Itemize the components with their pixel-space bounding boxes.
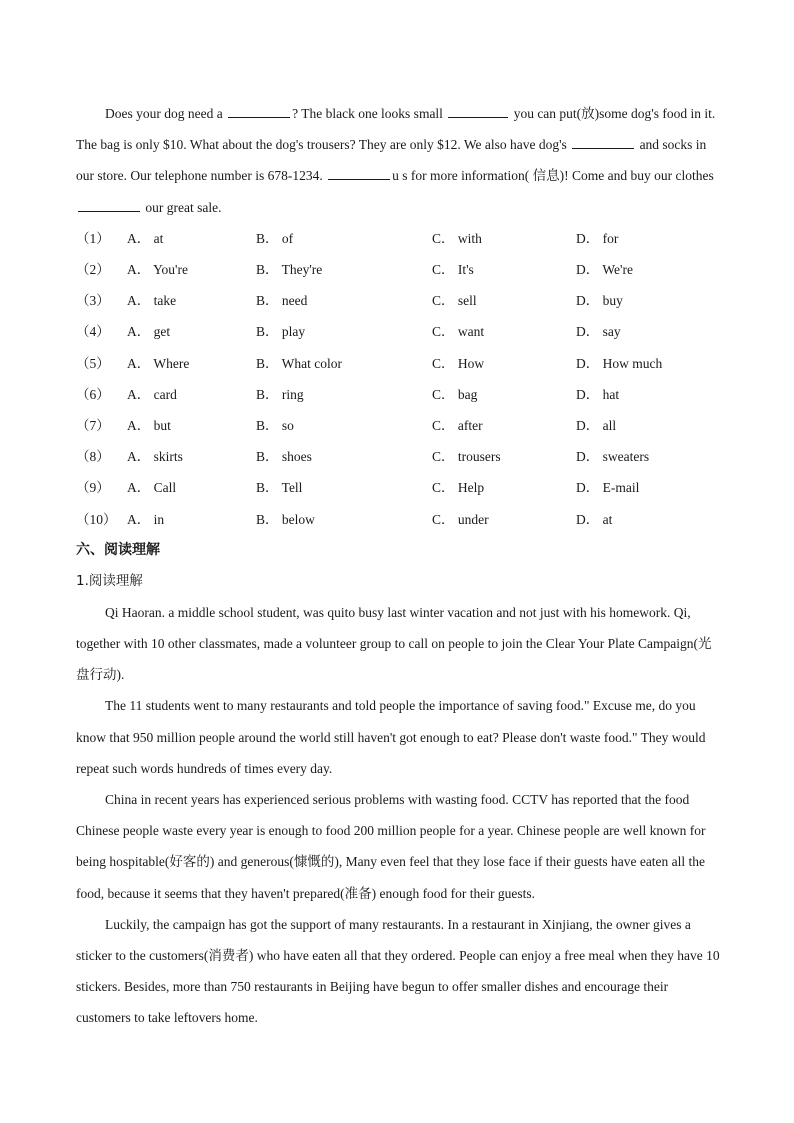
reading-paragraph-1: Qi Haoran. a middle school student, was quito busy last winter vacation and not just with his homework. Qi, together with 10 other classmates, made a volunteer group to call on people to join the Clear Your Plate Campaign(光盘行动). <box>76 604 712 683</box>
option-b[interactable]: B． play <box>256 324 306 340</box>
option-d[interactable]: D． at <box>576 511 613 527</box>
option-c[interactable]: C． after <box>432 417 483 433</box>
cloze-text: food in it. The bag is only $10. What about the dog's trousers? They are only $12. We also have <box>76 106 716 153</box>
question-number: （5） <box>76 355 110 371</box>
cloze-text: u s for more <box>392 168 458 184</box>
option-d[interactable]: D． How much <box>576 355 663 371</box>
option-a[interactable]: A． at <box>127 230 164 246</box>
option-a[interactable]: A． get <box>127 324 171 340</box>
option-row <box>76 223 720 254</box>
option-d[interactable]: D． buy <box>576 293 623 309</box>
cloze-text: information( 信息)! Come and buy our clothes <box>461 168 714 184</box>
cloze-text: our great sale. <box>145 199 222 215</box>
blank-1[interactable] <box>228 105 290 118</box>
question-number: （6） <box>76 386 110 402</box>
option-c[interactable]: C． with <box>432 230 482 246</box>
option-row <box>76 504 720 535</box>
cloze-text: you can put(放)some dog's <box>513 106 659 121</box>
option-c[interactable]: C． want <box>432 324 485 340</box>
option-d[interactable]: D． for <box>576 230 619 246</box>
option-c[interactable]: C． trousers <box>432 449 501 465</box>
option-c[interactable]: C． How <box>432 355 485 371</box>
blank-2[interactable] <box>448 105 508 118</box>
cloze-text: dog's <box>538 137 567 153</box>
reading-paragraph-2: The 11 students went to many restaurants and told people the importance of saving food." Excuse me, do you know that 950 million people around the world still haven't got enough to eat? Please don't waste food." They would repeat such words hundreds of times every day. <box>76 698 706 776</box>
blank-5[interactable] <box>78 199 140 212</box>
option-d[interactable]: D． say <box>576 324 621 340</box>
option-a[interactable]: A． take <box>127 293 177 309</box>
question-number: （2） <box>76 262 110 277</box>
option-a[interactable]: A． skirts <box>127 449 183 465</box>
option-b[interactable]: B． of <box>256 230 294 246</box>
document-page <box>76 98 720 1034</box>
option-c[interactable]: C． under <box>432 511 489 527</box>
option-b[interactable]: B． ring <box>256 386 304 402</box>
option-a[interactable]: A． Where <box>127 355 190 371</box>
question-number: （9） <box>76 480 110 496</box>
option-row <box>76 410 720 441</box>
option-b[interactable]: B． shoes <box>256 449 312 465</box>
option-c[interactable]: C． sell <box>432 293 477 309</box>
option-b[interactable]: B． so <box>256 417 294 433</box>
question-title: 1.阅读理解 <box>76 572 143 589</box>
option-a[interactable]: A． card <box>127 386 177 402</box>
option-d[interactable]: D． hat <box>576 386 620 402</box>
reading-paragraph-4: Luckily, the campaign has got the support of many restaurants. In a restaurant in Xinjiang, the owner gives a sticker to the customers(消费者) who have eaten all that they ordered. People can enjoy a free meal when they have 10 stickers. Besides, more than 750 restaurants in Beijing have begun to offer smaller dishes and encourage their customers to take leftovers home. <box>76 916 720 1026</box>
option-b[interactable]: B． below <box>256 511 315 527</box>
option-row <box>76 316 720 347</box>
section-title: 六、阅读理解 <box>76 541 160 558</box>
blank-4[interactable] <box>328 167 390 180</box>
cloze-text: and socks in our store. Our telephone number is 678-1234. <box>76 137 707 184</box>
option-a[interactable]: A． in <box>127 511 165 527</box>
question-number: （1） <box>76 230 110 246</box>
option-d[interactable]: D． We're <box>576 262 633 277</box>
blank-3[interactable] <box>572 136 634 149</box>
option-row <box>76 285 720 316</box>
option-d[interactable]: D． E-mail <box>576 480 640 496</box>
option-b[interactable]: B． What color <box>256 355 342 371</box>
option-c[interactable]: C． bag <box>432 386 478 402</box>
option-row <box>76 348 720 379</box>
option-row <box>76 441 720 472</box>
option-c[interactable]: C． Help <box>432 480 485 496</box>
options-list <box>76 223 720 535</box>
option-row <box>76 472 720 503</box>
option-c[interactable]: C． It's <box>432 262 474 277</box>
question-number: （8） <box>76 449 110 465</box>
question-number: （7） <box>76 417 110 433</box>
question-number: （4） <box>76 324 110 340</box>
option-b[interactable]: B． need <box>256 293 308 309</box>
option-row <box>76 379 720 410</box>
option-d[interactable]: D． sweaters <box>576 449 650 465</box>
option-d[interactable]: D． all <box>576 417 617 433</box>
option-a[interactable]: A． You're <box>127 262 188 277</box>
option-b[interactable]: B． Tell <box>256 480 303 496</box>
option-a[interactable]: A． Call <box>127 480 177 496</box>
option-b[interactable]: B． They're <box>256 262 323 277</box>
cloze-text: Does your dog need a <box>105 106 223 121</box>
option-a[interactable]: A． but <box>127 417 171 433</box>
question-number: （3） <box>76 293 110 309</box>
cloze-text: ? The black one looks small <box>292 106 443 121</box>
cloze-passage <box>76 98 720 223</box>
question-number: （10） <box>76 511 117 527</box>
option-row <box>76 254 720 285</box>
reading-paragraph-3: China in recent years has experienced serious problems with wasting food. CCTV has reported that the food Chinese people waste every year is enough to food 200 million people for a year. Chinese people are well known for being hospitable(好客的) and generous(慷慨的), Many even feel that they lose face if their guests have eaten all the food, because it seems that they haven't prepared(准备) enough food for their guests. <box>76 791 706 901</box>
